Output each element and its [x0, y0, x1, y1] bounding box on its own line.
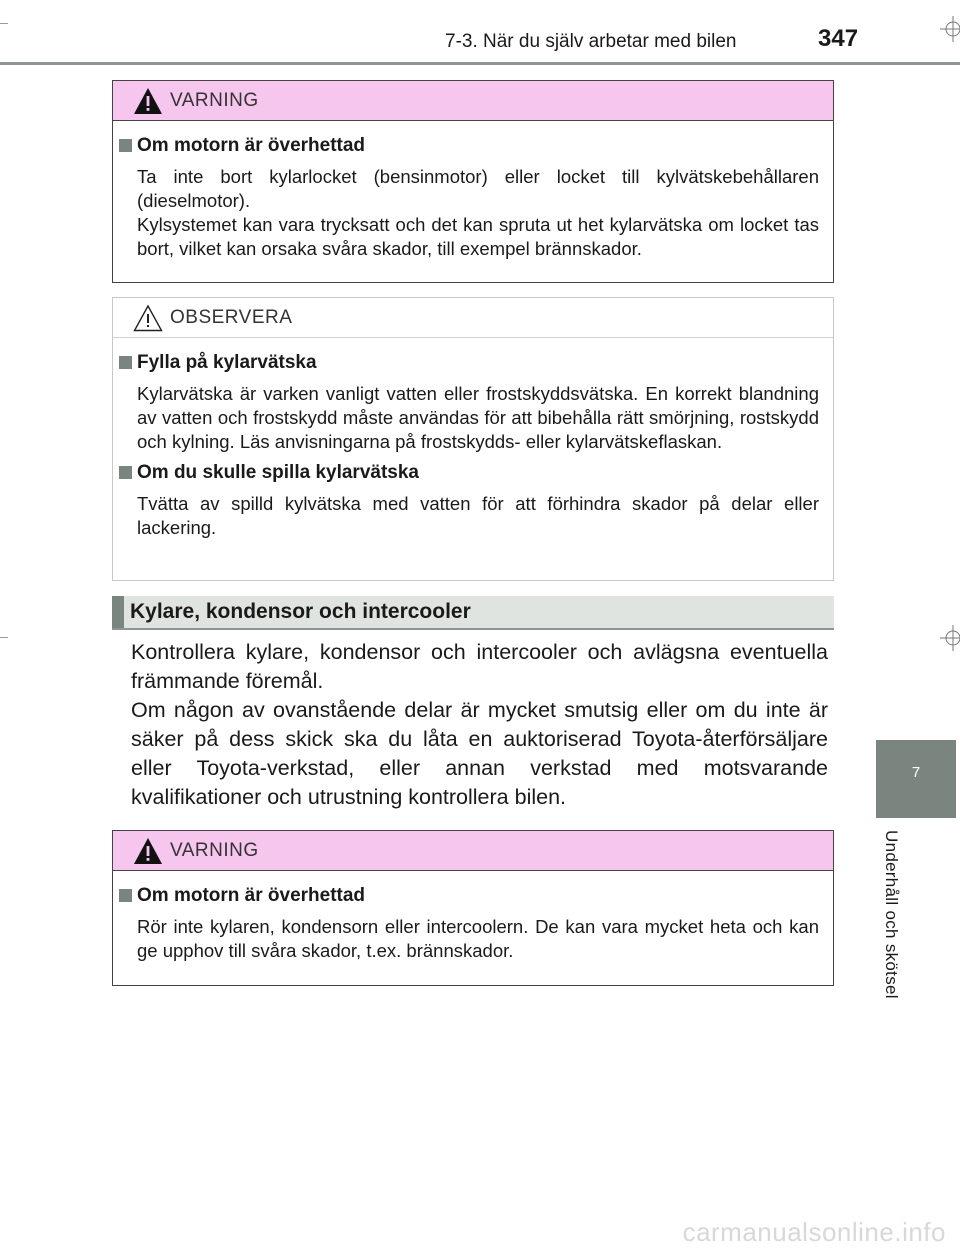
paragraph: Rör inte kylaren, kondensorn eller intercoolern. De kan vara mycket heta och kan ge upphov till svåra skador, t.ex. brännskador.	[137, 916, 819, 961]
section-heading-bar	[112, 596, 834, 630]
page-number: 347	[818, 25, 859, 52]
caution-triangle-outline-icon	[133, 304, 163, 332]
warning-label: VARNING	[170, 840, 259, 861]
chapter-tab	[876, 740, 956, 818]
caution-label: OBSERVERA	[170, 307, 293, 328]
running-header: 7-3. När du själv arbetar med bilen	[445, 31, 737, 52]
section-body	[131, 638, 828, 812]
caution-box	[112, 297, 834, 581]
warning-box	[112, 80, 834, 283]
item-text	[113, 915, 819, 963]
item-title: Om du skulle spilla kylarvätska	[113, 462, 819, 484]
warning-body	[113, 121, 833, 277]
warning-triangle-icon	[133, 87, 163, 115]
item-text	[113, 492, 819, 540]
warning-triangle-icon	[133, 837, 163, 865]
item-text	[113, 165, 819, 261]
registration-mark-icon	[940, 16, 960, 42]
chapter-label: Underhåll och skötsel	[882, 830, 901, 999]
warning-box	[112, 830, 834, 986]
warning-label: VARNING	[170, 90, 259, 111]
crop-mark	[0, 637, 8, 638]
paragraph: Tvätta av spilld kylvätska med vatten för att förhindra skador på delar eller lackering.	[137, 493, 819, 538]
warning-header	[113, 831, 833, 871]
paragraph: Kylsystemet kan vara trycksatt och det kan spruta ut het kylarvätska om locket tas bort, vilket kan orsaka svåra skador, till exempel brännskador.	[137, 214, 819, 259]
section-title: Kylare, kondensor och intercooler	[130, 600, 471, 623]
paragraph: Kylarvätska är varken vanligt vatten eller frostskyddsvätska. En korrekt blandning av vatten och frostskydd måste användas för att bibehålla rätt smörjning, rostskydd och kylning. Läs anvisningarna på frostskydds- eller kylarvätskeflaskan.	[137, 383, 819, 452]
paragraph: Ta inte bort kylarlocket (bensinmotor) eller locket till kylvätskebehållaren (dieselmotor).	[137, 166, 819, 211]
paragraph: Kontrollera kylare, kondensor och intercooler och avlägsna eventuella främmande föremål.	[131, 640, 828, 693]
caution-body	[113, 338, 833, 556]
watermark: carmanualsonline.info	[682, 1217, 946, 1247]
item-text	[113, 382, 819, 454]
item-title: Fylla på kylarvätska	[113, 352, 819, 374]
warning-header	[113, 81, 833, 121]
registration-mark-icon	[940, 625, 960, 651]
warning-body	[113, 871, 833, 979]
header-rule	[0, 62, 960, 65]
caution-header	[113, 298, 833, 338]
crop-mark	[0, 23, 8, 24]
paragraph: Om någon av ovanstående delar är mycket smutsig eller om du inte är säker på dess skick ska du låta en auktoriserad Toyota-återförsäljare eller Toyota-verkstad, eller annan verkstad med motsvarande kvalifikationer och utrustning kontrollera bilen.	[131, 698, 828, 809]
chapter-number: 7	[911, 764, 921, 781]
item-title: Om motorn är överhettad	[113, 885, 819, 907]
item-title: Om motorn är överhettad	[113, 135, 819, 157]
